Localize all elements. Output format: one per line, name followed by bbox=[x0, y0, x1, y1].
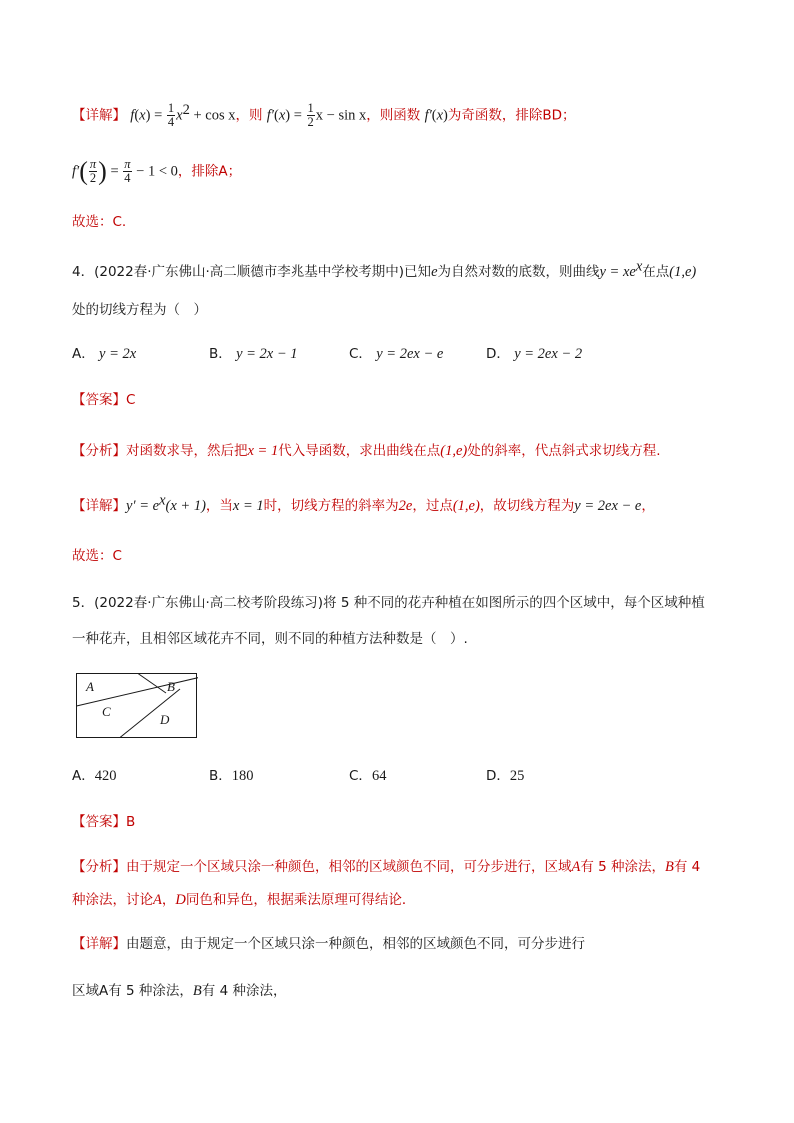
region-d-label: D bbox=[160, 712, 170, 727]
option-a: A． y = 2x bbox=[72, 346, 137, 362]
q4-detail: 【详解】$y' = e^x(x + 1)$，当x = 1时，切线方程的斜率为2e，过点(1,e)，故切线方程为y = 2ex − e， bbox=[72, 492, 655, 514]
q5-stem-line1: 5．(2022春·广东佛山·高二校考阶段练习)将 5 种不同的花卉种植在如图所示的四个区域中，每个区域种植 bbox=[72, 595, 705, 611]
detail-tag: 【详解】 bbox=[72, 107, 126, 124]
q5-analysis-line1: 【分析】由于规定一个区域只涂一种颜色，相邻的区域颜色不同，可分步进行，区域A有 5 种涂法，B有 4 bbox=[72, 859, 701, 875]
q4-stem-line2: 处的切线方程为（ ） bbox=[72, 302, 207, 318]
q5-answer: 【答案】B bbox=[72, 814, 136, 830]
option-a: A．420 bbox=[72, 768, 117, 784]
region-b-label: B bbox=[167, 679, 175, 694]
fraction: $\frac{1}{4}$ bbox=[167, 101, 175, 129]
q3-choose: 故选：C. bbox=[72, 214, 127, 230]
q5-analysis-line2: 种涂法，讨论A，D同色和异色，根据乘法原理可得结论． bbox=[72, 892, 416, 908]
divider-line bbox=[138, 674, 166, 694]
option-d: D． y = 2ex − 2 bbox=[486, 346, 583, 362]
fraction: $\frac{\pi}{2}$ bbox=[89, 157, 97, 185]
q5-options bbox=[72, 766, 722, 786]
q4-choose: 故选：C bbox=[72, 548, 122, 564]
fraction: $\frac{\pi}{4}$ bbox=[124, 157, 131, 185]
q3-detail-line2: f′( $\frac{\pi}{2}$ ) = $\frac{\pi}{4}$ − 1 < 0，排除A； bbox=[72, 156, 242, 186]
option-b: B．180 bbox=[209, 768, 254, 784]
q4-stem-line1: 4．(2022春·广东佛山·高二顺德市李兆基中学校考期中)已知e为自然对数的底数，则曲线$y = xe^x$在点(1,e) bbox=[72, 258, 697, 280]
q4-analysis: 【分析】对函数求导，然后把x = 1代入导函数，求出曲线在点(1,e)处的斜率，代点斜式求切线方程. bbox=[72, 443, 661, 459]
option-c: C． y = 2ex − e bbox=[349, 346, 444, 362]
region-a-label: A bbox=[86, 679, 94, 694]
q3-detail-line1: 【详解】 f(x) = $\frac{1}{4}$ $x^2 + \cos x$，则 f′(x) = $\frac{1}{2}$ x − sin x，则函数 f′(x)为奇函数，排除BD； bbox=[72, 101, 576, 129]
q5-detail-line2: 区域A有 5 种涂法，B有 4 种涂法， bbox=[72, 983, 287, 999]
region-c-label: C bbox=[102, 704, 111, 719]
q4-options bbox=[72, 344, 722, 364]
q5-stem-line2: 一种花卉，且相邻区域花卉不同，则不同的种植方法种数是（ ）. bbox=[72, 631, 468, 647]
fraction: $\frac{1}{2}$ bbox=[307, 101, 314, 129]
option-d: D．25 bbox=[486, 768, 525, 784]
q5-detail-line1: 【详解】由题意，由于规定一个区域只涂一种颜色，相邻的区域颜色不同，可分步进行 bbox=[72, 936, 585, 952]
region-diagram bbox=[76, 673, 198, 739]
option-b: B． y = 2x − 1 bbox=[209, 346, 298, 362]
q4-answer: 【答案】C bbox=[72, 392, 136, 408]
option-c: C．64 bbox=[349, 768, 387, 784]
divider-line bbox=[120, 689, 180, 738]
